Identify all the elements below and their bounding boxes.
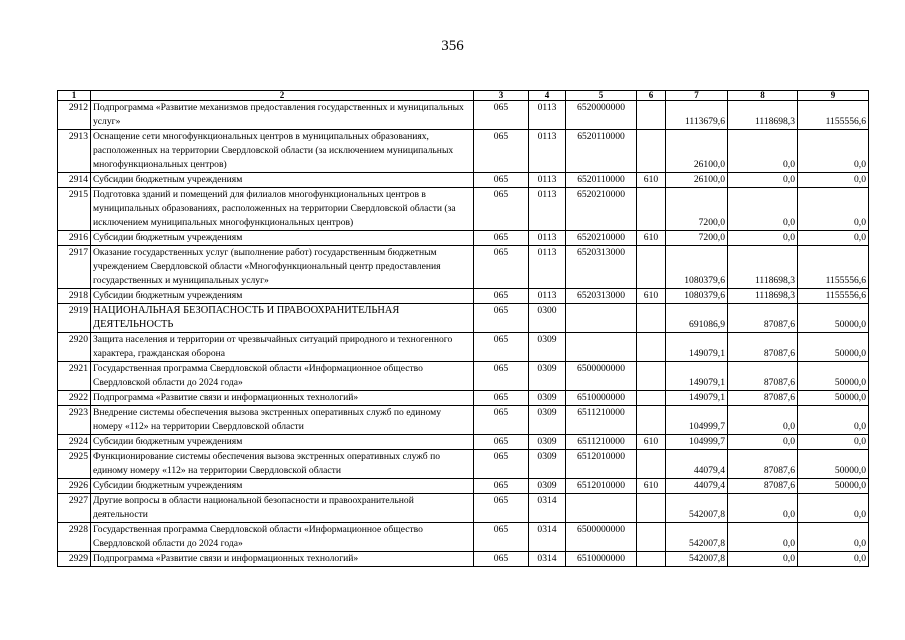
- amount-year2-cell: 87087,6: [728, 391, 798, 406]
- amount-year2-cell: 87087,6: [728, 479, 798, 494]
- table-row: [58, 362, 869, 391]
- amount-year3-cell: 50000,0: [798, 391, 869, 406]
- department-code-cell: 065: [474, 552, 529, 567]
- target-article-cell: [566, 304, 637, 333]
- amount-year3-cell: 50000,0: [798, 333, 869, 362]
- amount-year2-cell: 87087,6: [728, 450, 798, 479]
- row-name-cell: Подпрограмма «Развитие связи и информационных технологий»: [91, 391, 474, 406]
- column-header: 7: [666, 91, 728, 101]
- department-code-cell: 065: [474, 391, 529, 406]
- expense-type-cell: [637, 552, 666, 567]
- expense-type-cell: 610: [637, 173, 666, 188]
- amount-year1-cell: 691086,9: [666, 304, 728, 333]
- department-code-cell: 065: [474, 289, 529, 304]
- target-article-cell: 6520110000: [566, 130, 637, 173]
- amount-year1-cell: 542007,8: [666, 494, 728, 523]
- target-article-cell: 6520313000: [566, 246, 637, 289]
- target-article-cell: 6510000000: [566, 552, 637, 567]
- amount-year3-cell: 50000,0: [798, 450, 869, 479]
- table-row: [58, 246, 869, 289]
- expense-type-cell: [637, 391, 666, 406]
- amount-year3-cell: 0,0: [798, 173, 869, 188]
- column-header: 9: [798, 91, 869, 101]
- row-number-cell: 2915: [58, 188, 91, 231]
- amount-year3-cell: 50000,0: [798, 304, 869, 333]
- expense-type-cell: [637, 406, 666, 435]
- amount-year1-cell: 44079,4: [666, 450, 728, 479]
- amount-year2-cell: 0,0: [728, 494, 798, 523]
- table-row: [58, 450, 869, 479]
- row-name-cell: Оснащение сети многофункциональных центров в муниципальных образованиях, расположенных на территории Свердловской области (за исключением муниципальных многофункциональных центров): [91, 130, 474, 173]
- amount-year1-cell: 1080379,6: [666, 289, 728, 304]
- table-row: [58, 188, 869, 231]
- row-name-cell: Подпрограмма «Развитие механизмов предоставления государственных и муниципальных услуг»: [91, 101, 474, 130]
- amount-year1-cell: 7200,0: [666, 188, 728, 231]
- row-number-cell: 2917: [58, 246, 91, 289]
- table-row: [58, 479, 869, 494]
- column-header: 2: [91, 91, 474, 101]
- row-name-cell: Внедрение системы обеспечения вызова экстренных оперативных служб по единому номеру «112» на территории Свердловской области: [91, 406, 474, 435]
- department-code-cell: 065: [474, 130, 529, 173]
- amount-year2-cell: 1118698,3: [728, 289, 798, 304]
- table-row: [58, 101, 869, 130]
- expense-type-cell: [637, 523, 666, 552]
- row-name-cell: Защита населения и территории от чрезвычайных ситуаций природного и техногенного характера, гражданская оборона: [91, 333, 474, 362]
- table-row: [58, 231, 869, 246]
- row-number-cell: 2925: [58, 450, 91, 479]
- amount-year3-cell: 50000,0: [798, 479, 869, 494]
- expense-type-cell: [637, 362, 666, 391]
- expense-type-cell: [637, 246, 666, 289]
- table-row: [58, 333, 869, 362]
- amount-year3-cell: 0,0: [798, 435, 869, 450]
- column-header: 1: [58, 91, 91, 101]
- target-article-cell: [566, 333, 637, 362]
- target-article-cell: [566, 494, 637, 523]
- department-code-cell: 065: [474, 479, 529, 494]
- amount-year1-cell: 149079,1: [666, 362, 728, 391]
- row-number-cell: 2927: [58, 494, 91, 523]
- section-code-cell: 0113: [529, 188, 566, 231]
- section-code-cell: 0113: [529, 101, 566, 130]
- section-code-cell: 0309: [529, 362, 566, 391]
- section-code-cell: 0314: [529, 494, 566, 523]
- target-article-cell: 6511210000: [566, 406, 637, 435]
- row-name-cell: Субсидии бюджетным учреждениям: [91, 289, 474, 304]
- expense-type-cell: [637, 333, 666, 362]
- row-name-cell: Субсидии бюджетным учреждениям: [91, 231, 474, 246]
- row-name-cell: Государственная программа Свердловской области «Информационное общество Свердловской области до 2024 года»: [91, 362, 474, 391]
- section-code-cell: 0314: [529, 523, 566, 552]
- expense-type-cell: [637, 188, 666, 231]
- amount-year1-cell: 26100,0: [666, 173, 728, 188]
- amount-year1-cell: 7200,0: [666, 231, 728, 246]
- amount-year3-cell: 1155556,6: [798, 246, 869, 289]
- row-number-cell: 2918: [58, 289, 91, 304]
- row-number-cell: 2919: [58, 304, 91, 333]
- amount-year3-cell: 1155556,6: [798, 289, 869, 304]
- section-code-cell: 0314: [529, 552, 566, 567]
- amount-year2-cell: 87087,6: [728, 362, 798, 391]
- amount-year2-cell: 0,0: [728, 130, 798, 173]
- row-name-cell: Другие вопросы в области национальной безопасности и правоохранительной деятельности: [91, 494, 474, 523]
- row-number-cell: 2916: [58, 231, 91, 246]
- department-code-cell: 065: [474, 362, 529, 391]
- amount-year2-cell: 87087,6: [728, 333, 798, 362]
- column-header: 3: [474, 91, 529, 101]
- amount-year2-cell: 0,0: [728, 523, 798, 552]
- column-header: 8: [728, 91, 798, 101]
- department-code-cell: 065: [474, 435, 529, 450]
- row-number-cell: 2929: [58, 552, 91, 567]
- row-number-cell: 2923: [58, 406, 91, 435]
- department-code-cell: 065: [474, 101, 529, 130]
- table-row: [58, 552, 869, 567]
- row-number-cell: 2924: [58, 435, 91, 450]
- table-row: [58, 304, 869, 333]
- amount-year1-cell: 149079,1: [666, 333, 728, 362]
- section-code-cell: 0113: [529, 231, 566, 246]
- amount-year1-cell: 1113679,6: [666, 101, 728, 130]
- row-number-cell: 2926: [58, 479, 91, 494]
- row-name-cell: Функционирование системы обеспечения вызова экстренных оперативных служб по единому номеру «112» на территории Свердловской области: [91, 450, 474, 479]
- expense-type-cell: [637, 494, 666, 523]
- row-number-cell: 2921: [58, 362, 91, 391]
- row-number-cell: 2913: [58, 130, 91, 173]
- target-article-cell: 6511210000: [566, 435, 637, 450]
- amount-year3-cell: 0,0: [798, 523, 869, 552]
- section-code-cell: 0309: [529, 479, 566, 494]
- column-header: 4: [529, 91, 566, 101]
- target-article-cell: 6512010000: [566, 450, 637, 479]
- amount-year1-cell: 1080379,6: [666, 246, 728, 289]
- department-code-cell: 065: [474, 523, 529, 552]
- expense-type-cell: [637, 450, 666, 479]
- row-name-cell: Подготовка зданий и помещений для филиалов многофункциональных центров в муниципальных образованиях, расположенных на территории Свердловской области (за исключением муниципальных многофункциональных центров): [91, 188, 474, 231]
- amount-year1-cell: 542007,8: [666, 523, 728, 552]
- amount-year2-cell: 87087,6: [728, 304, 798, 333]
- amount-year1-cell: 104999,7: [666, 435, 728, 450]
- amount-year2-cell: 0,0: [728, 406, 798, 435]
- target-article-cell: 6500000000: [566, 362, 637, 391]
- department-code-cell: 065: [474, 304, 529, 333]
- section-code-cell: 0309: [529, 450, 566, 479]
- row-name-cell: Субсидии бюджетным учреждениям: [91, 173, 474, 188]
- row-number-cell: 2912: [58, 101, 91, 130]
- budget-table: [57, 90, 869, 567]
- amount-year3-cell: 0,0: [798, 231, 869, 246]
- target-article-cell: 6520210000: [566, 188, 637, 231]
- amount-year3-cell: 1155556,6: [798, 101, 869, 130]
- table-row: [58, 523, 869, 552]
- amount-year3-cell: 50000,0: [798, 362, 869, 391]
- amount-year2-cell: 0,0: [728, 173, 798, 188]
- row-name-cell: Оказание государственных услуг (выполнение работ) государственным бюджетным учреждением Свердловской области «Многофункциональный центр предоставления государственных и муниципальных услуг»: [91, 246, 474, 289]
- section-code-cell: 0309: [529, 391, 566, 406]
- section-code-cell: 0309: [529, 333, 566, 362]
- department-code-cell: 065: [474, 231, 529, 246]
- table-header-row: [58, 91, 869, 101]
- table-row: [58, 173, 869, 188]
- table-row: [58, 435, 869, 450]
- section-code-cell: 0113: [529, 173, 566, 188]
- row-name-cell: Государственная программа Свердловской области «Информационное общество Свердловской области до 2024 года»: [91, 523, 474, 552]
- section-code-cell: 0113: [529, 130, 566, 173]
- table-row: [58, 289, 869, 304]
- department-code-cell: 065: [474, 173, 529, 188]
- section-code-cell: 0300: [529, 304, 566, 333]
- row-name-cell: НАЦИОНАЛЬНАЯ БЕЗОПАСНОСТЬ И ПРАВООХРАНИТЕЛЬНАЯ ДЕЯТЕЛЬНОСТЬ: [91, 304, 474, 333]
- table-row: [58, 494, 869, 523]
- row-number-cell: 2928: [58, 523, 91, 552]
- amount-year2-cell: 1118698,3: [728, 101, 798, 130]
- expense-type-cell: 610: [637, 435, 666, 450]
- section-code-cell: 0309: [529, 435, 566, 450]
- amount-year3-cell: 0,0: [798, 494, 869, 523]
- row-number-cell: 2914: [58, 173, 91, 188]
- department-code-cell: 065: [474, 406, 529, 435]
- expense-type-cell: 610: [637, 479, 666, 494]
- amount-year1-cell: 542007,8: [666, 552, 728, 567]
- expense-type-cell: 610: [637, 231, 666, 246]
- department-code-cell: 065: [474, 246, 529, 289]
- amount-year2-cell: 0,0: [728, 435, 798, 450]
- table-row: [58, 130, 869, 173]
- row-name-cell: Субсидии бюджетным учреждениям: [91, 479, 474, 494]
- amount-year1-cell: 26100,0: [666, 130, 728, 173]
- target-article-cell: 6520000000: [566, 101, 637, 130]
- column-header: 6: [637, 91, 666, 101]
- amount-year1-cell: 44079,4: [666, 479, 728, 494]
- section-code-cell: 0309: [529, 406, 566, 435]
- table-body: [58, 101, 869, 567]
- target-article-cell: 6510000000: [566, 391, 637, 406]
- amount-year3-cell: 0,0: [798, 130, 869, 173]
- expense-type-cell: [637, 304, 666, 333]
- department-code-cell: 065: [474, 450, 529, 479]
- table-row: [58, 406, 869, 435]
- amount-year2-cell: 1118698,3: [728, 246, 798, 289]
- row-name-cell: Субсидии бюджетным учреждениям: [91, 435, 474, 450]
- amount-year1-cell: 104999,7: [666, 406, 728, 435]
- amount-year1-cell: 149079,1: [666, 391, 728, 406]
- target-article-cell: 6520313000: [566, 289, 637, 304]
- section-code-cell: 0113: [529, 246, 566, 289]
- department-code-cell: 065: [474, 333, 529, 362]
- expense-type-cell: 610: [637, 289, 666, 304]
- target-article-cell: 6520110000: [566, 173, 637, 188]
- page-number: 356: [441, 38, 464, 54]
- department-code-cell: 065: [474, 494, 529, 523]
- amount-year2-cell: 0,0: [728, 552, 798, 567]
- expense-type-cell: [637, 101, 666, 130]
- table-row: [58, 391, 869, 406]
- target-article-cell: 6512010000: [566, 479, 637, 494]
- amount-year3-cell: 0,0: [798, 188, 869, 231]
- row-name-cell: Подпрограмма «Развитие связи и информационных технологий»: [91, 552, 474, 567]
- row-number-cell: 2922: [58, 391, 91, 406]
- target-article-cell: 6500000000: [566, 523, 637, 552]
- amount-year2-cell: 0,0: [728, 231, 798, 246]
- amount-year3-cell: 0,0: [798, 406, 869, 435]
- target-article-cell: 6520210000: [566, 231, 637, 246]
- section-code-cell: 0113: [529, 289, 566, 304]
- row-number-cell: 2920: [58, 333, 91, 362]
- department-code-cell: 065: [474, 188, 529, 231]
- amount-year3-cell: 0,0: [798, 552, 869, 567]
- expense-type-cell: [637, 130, 666, 173]
- column-header: 5: [566, 91, 637, 101]
- amount-year2-cell: 0,0: [728, 188, 798, 231]
